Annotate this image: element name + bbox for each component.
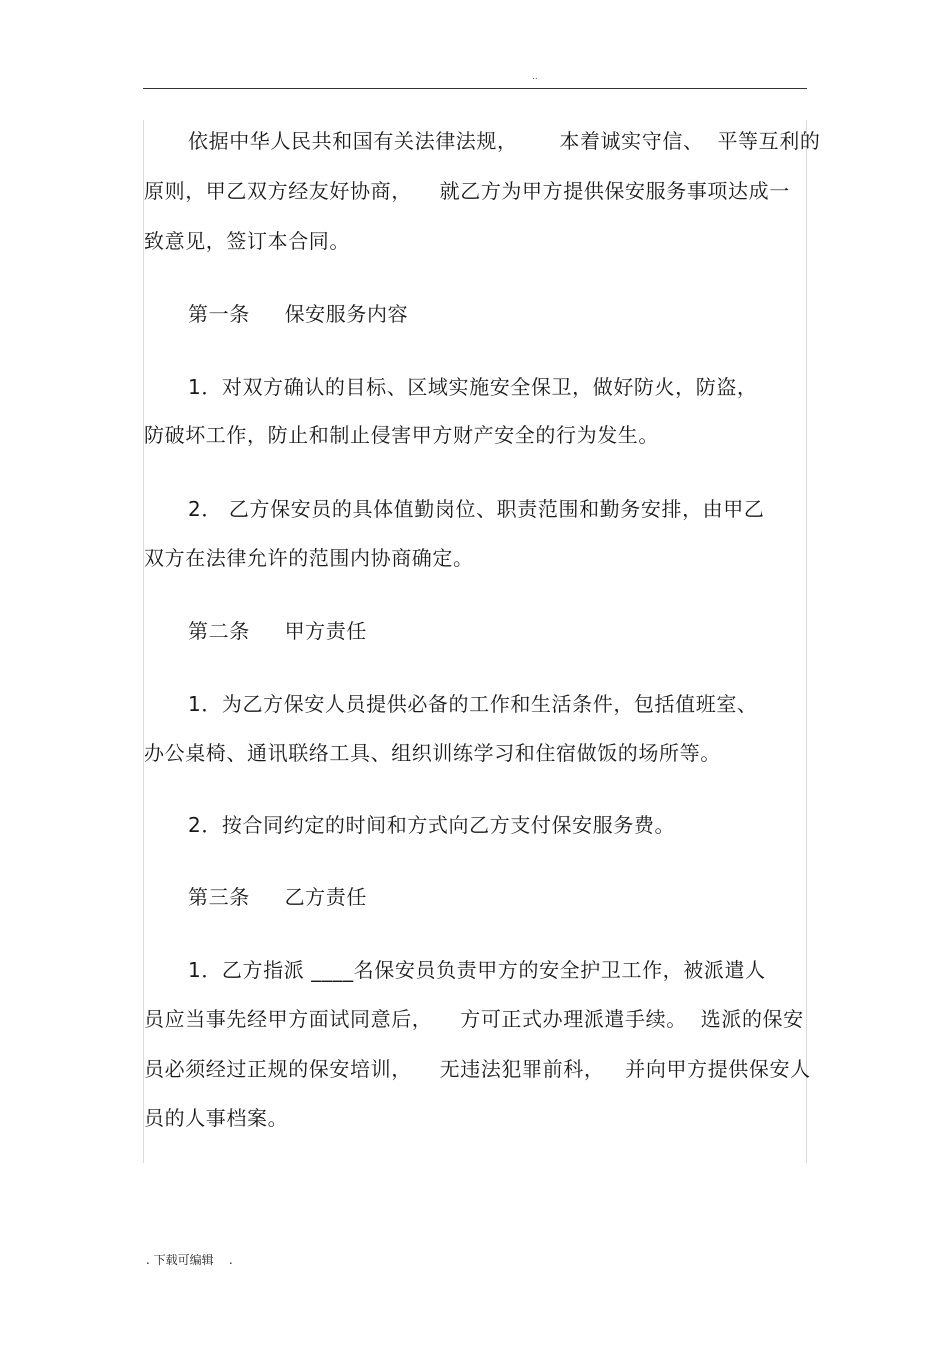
article3-title: 第三条 乙方责任 bbox=[188, 885, 367, 909]
header-mark: .. bbox=[532, 72, 538, 82]
article2-item1-line-1: 1．为乙方保安人员提供必备的工作和生活条件，包括值班室、 bbox=[188, 692, 758, 716]
article1-item2-line-1: 2． 乙方保安员的具体值勤岗位、职责范围和勤务安排，由甲乙 bbox=[188, 497, 765, 521]
article1-item1-line-1: 1．对双方确认的目标、区域实施安全保卫，做好防火，防盗， bbox=[188, 375, 758, 399]
article2-item2-line-1: 2．按合同约定的时间和方式向乙方支付保安服务费。 bbox=[188, 813, 676, 837]
article3-item1-line-4: 员的人事档案。 bbox=[144, 1106, 289, 1130]
article1-item2-line-2: 双方在法律允许的范围内协商确定。 bbox=[144, 546, 474, 570]
intro-line-2: 原则，甲乙双方经友好协商， 就乙方为甲方提供保安服务事项达成一 bbox=[144, 179, 790, 203]
header-rule bbox=[143, 88, 807, 89]
article3-item1-line-2: 员应当事先经甲方面试同意后， 方可正式办理派遣手续。 选派的保安 bbox=[144, 1007, 804, 1031]
intro-line-3: 致意见，签订本合同。 bbox=[144, 229, 350, 253]
article1-item1-line-2: 防破坏工作，防止和制止侵害甲方财产安全的行为发生。 bbox=[144, 423, 659, 447]
intro-line-1: 依据中华人民共和国有关法律法规， 本着诚实守信、 平等互利的 bbox=[188, 129, 821, 153]
article3-item1-line-3: 员必须经过正规的保安培训， 无违法犯罪前科， 并向甲方提供保安人 bbox=[144, 1057, 811, 1081]
article2-item1-line-2: 办公桌椅、通讯联络工具、组织训练学习和住宿做饭的场所等。 bbox=[144, 741, 721, 765]
footer-note: . 下载可编辑 . bbox=[146, 1253, 233, 1267]
article2-title: 第二条 甲方责任 bbox=[188, 619, 367, 643]
article3-item1-line-1: 1．乙方指派 ____名保安员负责甲方的安全护卫工作，被派遣人 bbox=[188, 958, 766, 982]
article1-title: 第一条 保安服务内容 bbox=[188, 302, 409, 326]
